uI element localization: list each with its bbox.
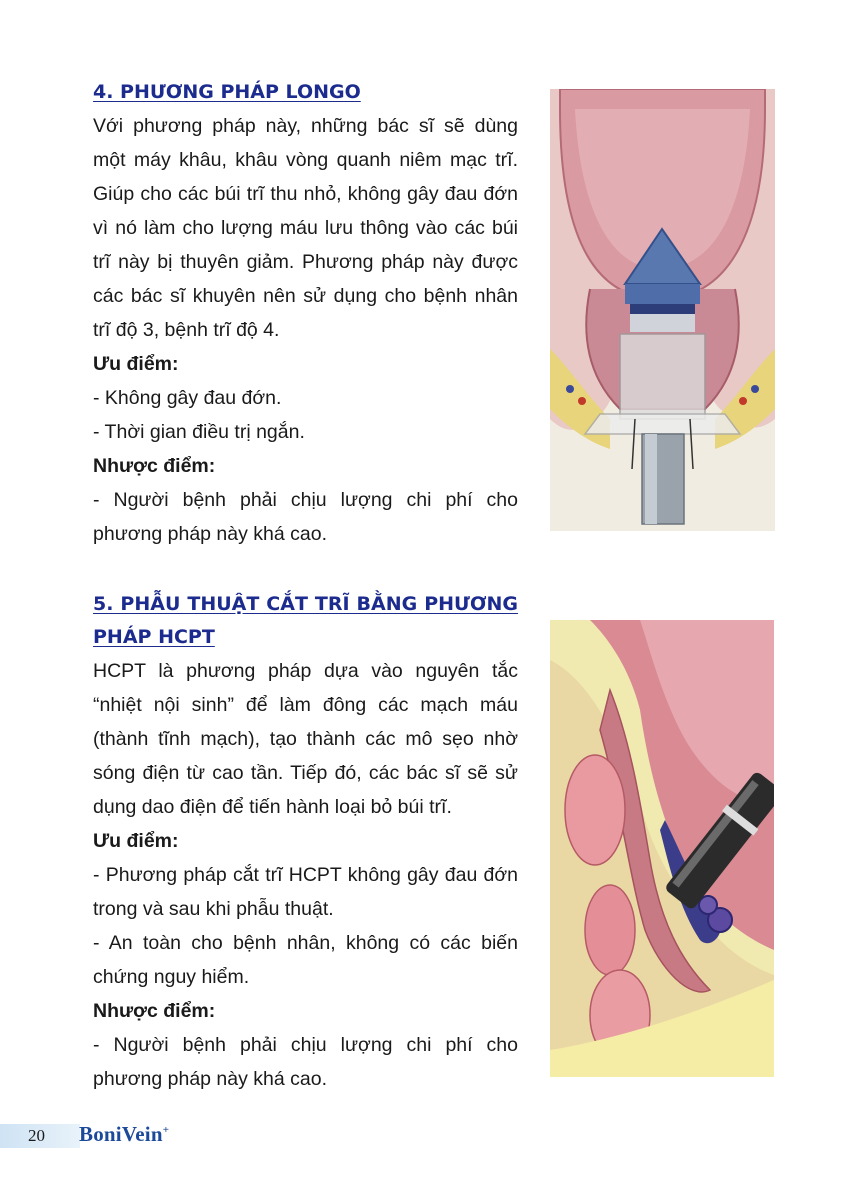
section-longo	[93, 76, 518, 551]
section-title: 5. PHẪU THUẬT CẮT TRĨ BẰNG PHƯƠNG PHÁP HCPT	[93, 593, 518, 648]
pros-item: - Phương pháp cắt trĩ HCPT không gây đau đớn trong và sau khi phẫu thuật.	[93, 864, 518, 920]
cons-item: - Người bệnh phải chịu lượng chi phí cho phương pháp này khá cao.	[93, 1034, 518, 1090]
cons-label: Nhược điểm:	[93, 455, 216, 477]
brand-logo	[79, 1122, 169, 1147]
pros-item: - Không gây đau đớn.	[93, 387, 282, 409]
pros-label: Ưu điểm:	[93, 830, 179, 852]
hcpt-surgery-illustration	[550, 620, 774, 1077]
page-footer	[0, 1122, 846, 1152]
section-hcpt	[93, 588, 518, 1096]
longo-stapler-drawing	[550, 89, 775, 531]
hcpt-surgery-drawing	[550, 620, 774, 1077]
pros-item: - An toàn cho bệnh nhân, không có các biến chứng nguy hiểm.	[93, 932, 518, 988]
brand-name: BoniVein	[79, 1122, 163, 1146]
longo-stapler-illustration	[550, 89, 775, 531]
section-title: 4. PHƯƠNG PHÁP LONGO	[93, 81, 361, 103]
cons-item: - Người bệnh phải chịu lượng chi phí cho phương pháp này khá cao.	[93, 489, 518, 545]
brand-plus-mark: +	[162, 1124, 170, 1136]
page-number: 20	[28, 1126, 45, 1145]
section-body: Với phương pháp này, những bác sĩ sẽ dùng một máy khâu, khâu vòng quanh niêm mạc trĩ. Giúp cho các búi trĩ thu nhỏ, không gây đau đớn vì nó làm cho lượng máu lưu thông vào các búi trĩ này bị thuyên giảm. Phương pháp này được các bác sĩ khuyên nên sử dụng cho bệnh nhân trĩ độ 3, bệnh trĩ độ 4.	[93, 115, 518, 341]
pros-item: - Thời gian điều trị ngắn.	[93, 421, 305, 443]
section-body: HCPT là phương pháp dựa vào nguyên tắc “nhiệt nội sinh” để làm đông các mạch máu (thành tĩnh mạch), tạo thành các mô sẹo nhờ sóng điện từ cao tần. Tiếp đó, các bác sĩ sẽ sử dụng dao điện để tiến hành loại bỏ búi trĩ.	[93, 660, 518, 818]
cons-label: Nhược điểm:	[93, 1000, 216, 1022]
pros-label: Ưu điểm:	[93, 353, 179, 375]
